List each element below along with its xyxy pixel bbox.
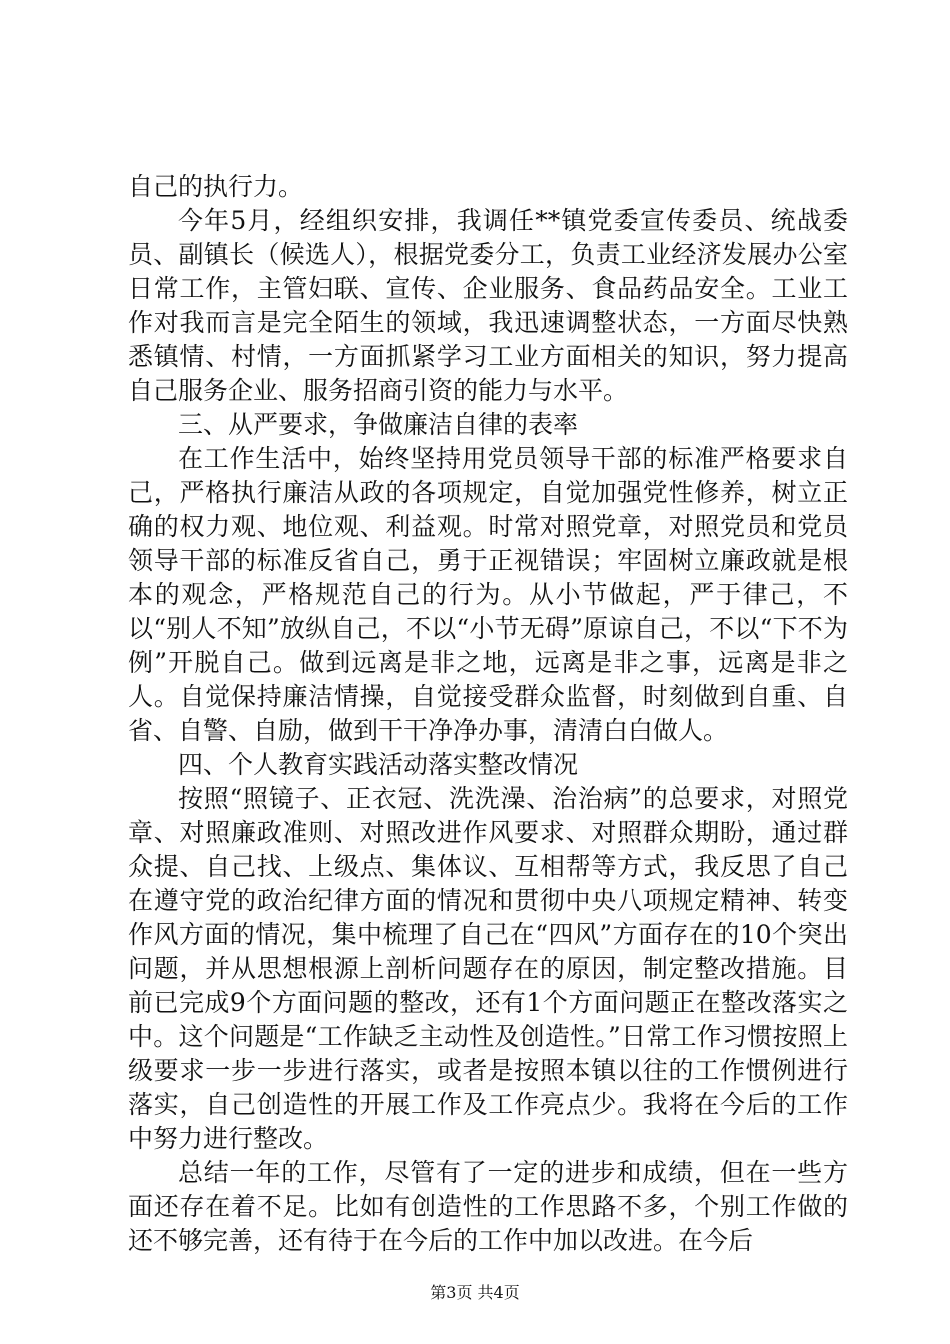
paragraph-7: 总结一年的工作，尽管有了一定的进步和成绩，但在一些方面还存在着不足。比如有创造性的工作思路不多，个别工作做的还不够完善，还有待于在今后的工作中加以改进。在今后: [128, 1158, 848, 1255]
page-footer: 第3页 共4页: [430, 1283, 520, 1302]
paragraph-1: 自己的执行力。: [128, 172, 304, 201]
paragraph-4: 在工作生活中，始终坚持用党员领导干部的标准严格要求自己，严格执行廉洁从政的各项规定，自觉加强党性修养，树立正确的权力观、地位观、利益观。时常对照党章，对照党员和党员领导干部的标准反省自己，勇于正视错误；牢固树立廉政就是根本的观念，严格规范自己的行为。从小节做起，严于律己，不以“别人不知”放纵自己，不以“小节无碍”原谅自己，不以“下不为例”开脱自己。做到远离是非之地，远离是非之事，远离是非之人。自觉保持廉洁情操，自觉接受群众监督，时刻做到自重、自省、自警、自励，做到干干净净办事，清清白白做人。: [128, 444, 848, 745]
section-heading-3: 三、从严要求，争做廉洁自律的表率: [178, 410, 579, 439]
paragraph-2: 今年5月，经组织安排，我调任**镇党委宣传委员、统战委员、副镇长（候选人），根据党委分工，负责工业经济发展办公室日常工作，主管妇联、宣传、企业服务、食品药品安全。工业工作对我而言是完全陌生的领域，我迅速调整状态，一方面尽快熟悉镇情、村情，一方面抓紧学习工业方面相关的知识，努力提高自己服务企业、服务招商引资的能力与水平。: [128, 206, 848, 405]
section-heading-4: 四、个人教育实践活动落实整改情况: [178, 750, 579, 779]
paragraph-6: 按照“照镜子、正衣冠、洗洗澡、治治病”的总要求，对照党章、对照廉政准则、对照改进作风要求、对照群众期盼，通过群众提、自己找、上级点、集体议、互相帮等方式，我反思了自己在遵守党的政治纪律方面的情况和贯彻中央八项规定精神、转变作风方面的情况，集中梳理了自己在“四风”方面存在的10个突出问题，并从思想根源上剖析问题存在的原因，制定整改措施。目前已完成9个方面问题的整改，还有1个方面问题正在整改落实之中。这个问题是“工作缺乏主动性及创造性。”日常工作习惯按照上级要求一步一步进行落实，或者是按照本镇以往的工作惯例进行落实，自己创造性的开展工作及工作亮点少。我将在今后的工作中努力进行整改。: [128, 784, 848, 1153]
document-body: [128, 170, 848, 1258]
